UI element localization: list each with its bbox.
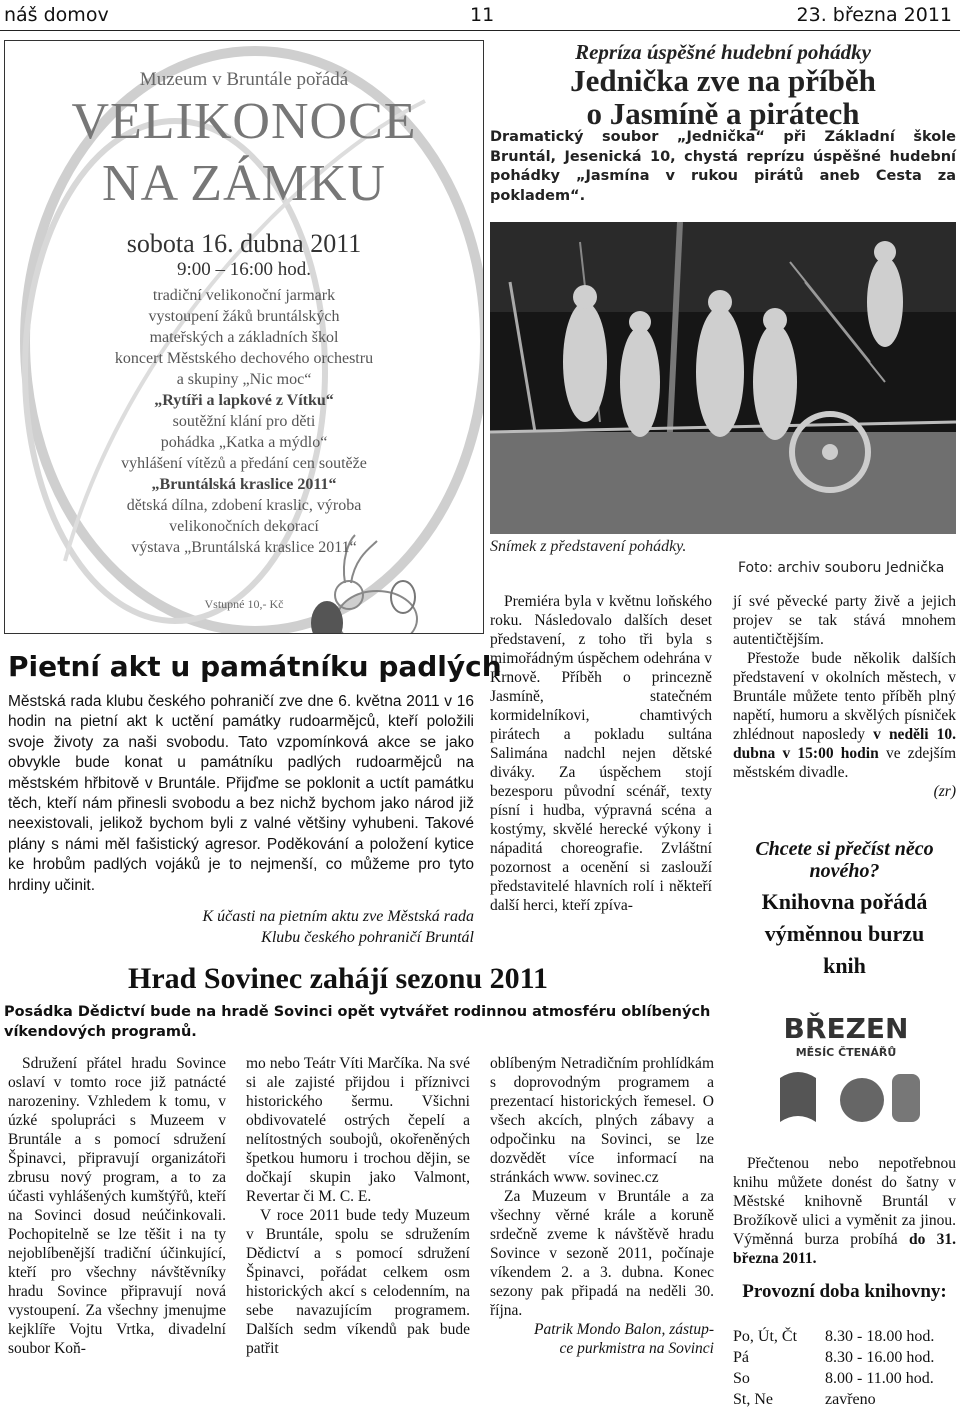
logo-sub-text: MĚSÍC ČTENÁŘŮ	[795, 1046, 897, 1059]
program-item: koncert Městského dechového orchestru	[114, 350, 374, 367]
sovinec-signature	[490, 1320, 714, 1358]
hours-time: 8.30 - 18.00 hod.	[825, 1328, 935, 1345]
reprise-column-2	[733, 592, 956, 801]
hours-row	[733, 1389, 956, 1410]
logo-graphic	[760, 1008, 932, 1133]
reprise-lead: Dramatický soubor „Jednička“ při Základní škole Bruntál, Jesenická 10, chystá reprízu úspěšné hudební pohádky „Jasmína v rukou pirátů aneb Cesta za pokladem“.	[490, 129, 956, 204]
performance-date: v neděli 10. dubna v 15:00 hodin	[733, 726, 956, 762]
hours-day: Po, Út, Čt	[733, 1328, 798, 1345]
sovinec-column-2	[246, 1054, 470, 1358]
program-item: výstava „Bruntálská kraslice 2011“	[131, 539, 357, 556]
text-span: Přečtenou nebo nepotřebnou knihu můžete donést do šatny v Městské knihovně Bruntál v Brožíkově ulici a vyměnit za jinou. Výměnná burza probíhá	[733, 1155, 956, 1248]
poster-title-line-1: VELIKONOCE	[71, 93, 417, 150]
memorial-signature-line: Klubu českého pohraničí Bruntál	[261, 929, 474, 946]
sovinec-paragraph: oblíbeným Netradičním prohlídkám s doprovodným programem a prezentací historických řemesel. O všech akcích, plných zábavy a odpočinku na Sovinci, se lze dozvědět více informací na stránkách www. sovinec.cz	[490, 1055, 714, 1186]
reading-month-logo	[760, 1008, 932, 1133]
program-item: dětská dílna, zdobení kraslic, výroba	[126, 497, 362, 514]
text-span: Přestože bude několik dalších představení v okolních městech, v Bruntále můžete tento příběh plný napětí, humoru a skvělých písniček zhlédnout naposledy	[733, 650, 956, 743]
signature-line: Patrik Mondo Balon, zástup-	[534, 1321, 714, 1338]
program-item: velikonočních dekorací	[169, 518, 319, 535]
photo-caption: Snímek z představení pohádky.	[490, 538, 687, 555]
memorial-text: Městská rada klubu českého pohraničí zve dne 6. května 2011 v 16 hodin na pietní akt k uctění památky rudoarmějců, kteří položili svoje životy za naši svobodu. Tato vzpomínková akce se jako obvykle bude konat u památníku padlých rudoarmějců na městském hřbitově v Bruntále. Přijďme se poklonit a uctít památku těch, kteří nám přinesli svobodu a bez nichž bychom jako národ již neexistovali, jelikož bychom byli z valné většiny vyhubeni. Takové plány s námi měl fašistický agresor. Poděkování a položení kytice ke hrobům padlých vojáků je to nejmenší, co můžeme pro tyto hrdiny učinit.	[8, 693, 474, 894]
sovinec-column-3	[490, 1054, 714, 1358]
hours-time: 8.30 - 16.00 hod.	[825, 1349, 935, 1366]
library-question: Chcete si přečíst něco nového?	[755, 838, 934, 882]
program-item: pohádka „Katka a mýdlo“	[160, 434, 328, 451]
library-deadline: do 31. března 2011.	[733, 1231, 957, 1267]
library-title-line: Knihovna pořádá	[761, 889, 928, 914]
page-number: 11	[470, 4, 495, 26]
poster-program-list	[5, 285, 483, 558]
memorial-signature-line: K účasti na pietním aktu zve Městská rada	[202, 908, 474, 925]
library-paragraph	[733, 1154, 956, 1268]
book-icon	[780, 1072, 920, 1122]
logo-main-text: BŘEZEN	[783, 1012, 909, 1045]
issue-date: 23. března 2011	[796, 4, 952, 26]
program-item: a skupiny „Nic moc“	[176, 371, 312, 388]
memorial-title: Pietní akt u památníku padlých	[8, 650, 502, 683]
theatre-photo	[490, 222, 956, 534]
poster-entry-fee: Vstupné 10,- Kč	[204, 597, 284, 611]
poster-date: sobota 16. dubna 2011	[126, 229, 362, 258]
program-item: vyhlášení vítězů a předání cen soutěže	[121, 455, 367, 472]
magazine-name: náš domov	[4, 4, 109, 26]
memorial-signature	[8, 906, 474, 948]
sovinec-title: Hrad Sovinec zahájí sezonu 2011	[128, 962, 549, 995]
reprise-paragraph: Premiéra byla v květnu loňského roku. Následovalo dalších deset představení, z toho tři byla s mimořádným úspěchem odehrána v Krnově. Příběh o princezně Jasmíně, statečném kormidelníkovi, chamtivých pirátech a pokladu sultána Salimána nadchl nejen dětské diváky. Za úspěchem stojí bezesporu původní scénář, texty písní i hudba, výpravná scéna a kostýmy, skvělé herecké výkony i nápaditá choreografie. Zvláštní pozornost a ocenění si zaslouží představitelé hlavních rolí i někteří další herci, kteří zpíva-	[490, 593, 712, 914]
program-item: vystoupení žáků bruntálských	[148, 308, 340, 325]
easter-poster	[4, 40, 484, 634]
hours-time: 8.00 - 11.00 hod.	[825, 1370, 934, 1387]
hours-time: zavřeno	[825, 1391, 876, 1408]
program-item-bold: „Rytíři a lapkové z Vítku“	[154, 392, 334, 409]
program-item	[5, 390, 483, 411]
hours-day: St, Ne	[733, 1391, 773, 1408]
poster-title-line-2: NA ZÁMKU	[102, 155, 386, 212]
poster-subtitle: Muzeum v Bruntále pořádá	[139, 69, 349, 90]
program-item: soutěžní klání pro děti	[172, 413, 316, 430]
hours-day: Pá	[733, 1349, 749, 1366]
poster-title	[5, 91, 483, 215]
opening-hours-table	[733, 1326, 956, 1410]
program-item: tradiční velikonoční jarmark	[152, 287, 336, 304]
library-title-line: výměnnou burzu	[764, 921, 925, 946]
program-item	[5, 474, 483, 495]
sovinec-paragraph: Za Muzeum v Bruntále a za všechny věrné krále a koruně srdečně zveme k návštěvě hradu Sovince v sezoně 2011, počínaje víkendem 2. a 3. dubna. Konec sezony pak připadá na neděli 30. října.	[490, 1188, 714, 1319]
reprise-column-1	[490, 592, 712, 915]
hours-row	[733, 1347, 956, 1368]
reprise-signature: (zr)	[933, 783, 956, 800]
photo-credit: Foto: archiv souboru Jednička	[738, 560, 945, 576]
reprise-paragraph	[733, 649, 956, 782]
stage-scene-image	[490, 222, 956, 534]
program-item: mateřských a základních škol	[149, 329, 339, 346]
sovinec-paragraph: mo nebo Teátr Víti Marčíka. Na své si ale zajisté přijdou i příznivci historického šermu. Všichni obdivovatelé ostrých čepelí a nelítostných soubojů, okořeněných špetkou humoru i trochou dějin, se dočkají skupin jako Valmont, Revertar či M. C. E.	[246, 1055, 470, 1205]
library-text	[733, 1154, 956, 1268]
signature-line: ce purkmistra na Sovinci	[559, 1340, 714, 1357]
reprise-paragraph: jí své pěvecké party živě a jejich projev se tak stává mnohem autentičtějším.	[733, 593, 956, 648]
text-span: ve zdejším městském divadle.	[733, 745, 956, 781]
hours-row	[733, 1326, 956, 1347]
hours-row	[733, 1368, 956, 1389]
sovinec-paragraph: Sdružení přátel hradu Sovince oslaví v tomto roce již patnácté narozeniny. Vzhledem k tomu, v úzké spolupráci s Muzeem v Bruntále a s pomocí sdružení Špinavci, připravují organizátoři zbrusu nový program, a to za účasti vyhlášených kumštýřů, kteří na Sovinci dosud neúčinkovali. Pochopitelně se lze těšit i na ty nejoblíbenější tradiční účinkující, kteří pro všechny návštěvníky hradu Sovince připravují nová vystoupení. Za všechny jmenujme kejklíře Vojtu Vrtka, divadelní soubor Koň-	[8, 1055, 226, 1357]
hours-day: So	[733, 1370, 750, 1387]
reprise-title-line-2: o Jasmíně a pirátech	[586, 96, 860, 131]
sovinec-column-1	[8, 1054, 226, 1358]
sovinec-paragraph: V roce 2011 bude tedy Muzeum v Bruntále, spolu se sdružením Dědictví a s pomocí sdružení Špinavci, pořádat celkem osm historických akcí s celodenním, na sebe navazujícím programem. Dalších sedm víkendů pak bude patřit	[246, 1207, 470, 1357]
sovinec-lead: Posádka Dědictví bude na hradě Sovinci opět vytvářet rodinnou atmosféru oblíbených víkendových programů.	[4, 1004, 711, 1040]
reprise-title	[490, 64, 956, 130]
poster-time: 9:00 – 16:00 hod.	[176, 259, 312, 280]
program-item-bold: „Bruntálská kraslice 2011“	[151, 476, 337, 493]
opening-hours-title: Provozní doba knihovny:	[742, 1281, 947, 1302]
library-title-line: knih	[823, 953, 866, 978]
reprise-kicker: Repríza úspěšné hudební pohádky	[575, 40, 871, 64]
library-title	[733, 886, 956, 982]
reprise-title-line-1: Jednička zve na příběh	[570, 63, 876, 98]
